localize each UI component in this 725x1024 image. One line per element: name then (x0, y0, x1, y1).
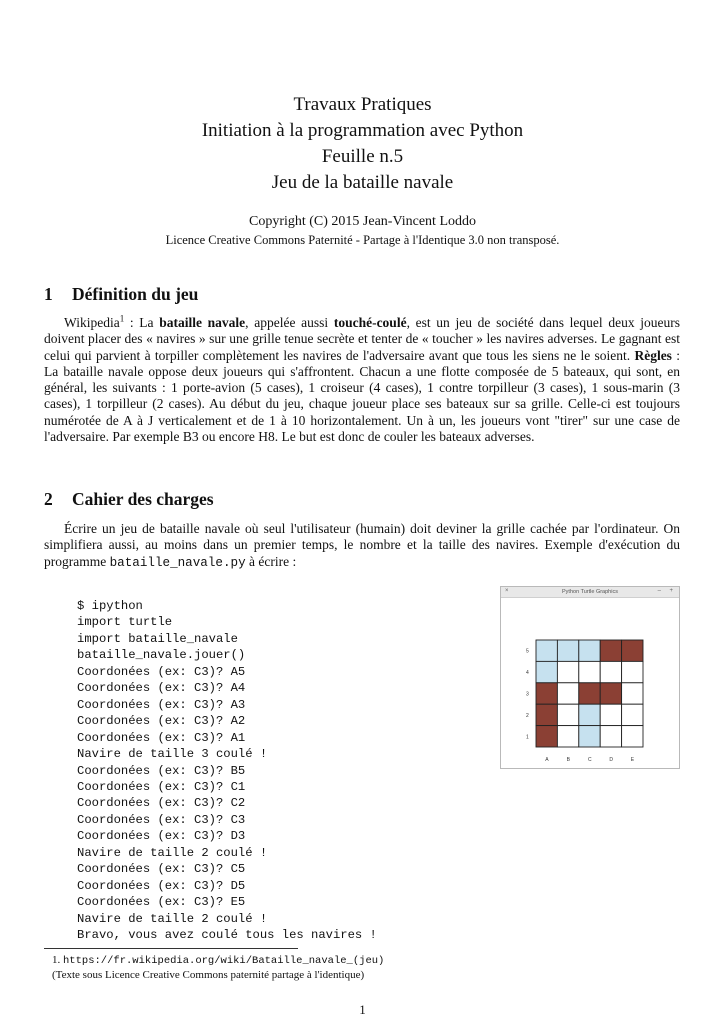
code-line: Coordonées (ex: C3)? C2 (77, 796, 246, 811)
code-line: bataille_navale.jouer() (77, 648, 246, 663)
grid-cell-miss (557, 640, 578, 661)
grid-cell-empty (622, 726, 643, 747)
section-number: 1 (44, 284, 53, 304)
text-run: : La (124, 315, 160, 330)
col-label: C (588, 757, 592, 763)
grid-cell-miss (579, 640, 600, 661)
row-label: 1 (526, 734, 529, 741)
grid-cell-empty (557, 704, 578, 725)
window-titlebar (501, 587, 679, 598)
code-line: Coordonées (ex: C3)? D3 (77, 829, 246, 844)
grid-cell-miss (536, 640, 557, 661)
title-line: Initiation à la programmation avec Python (201, 120, 524, 141)
footnote-rule (44, 948, 298, 949)
grid-cell-miss (536, 661, 557, 682)
text-run: : La bataille navale oppose deux joueurs qui s'affrontent. Chacun a une flotte composée de 5 bateaux, qui sont, en général, les suivants : 1 porte-avion (5 cases), 1 croiseur (4 cases), 1 contre torpilleur (3 cases), 1 sous-marin (3 cases), 1 torpilleur (2 cases). Au début du jeu, chaque joueur place ses bateaux sur sa grille. Celle-ci est toujours numérotée de A à J verticalement et de 1 à 10 horizontalement. Un à un, les joueurs vont "tirer" sur une case de l'adversaire. Par exemple B3 ou encore H8. Le but est donc de couler les bateaux adverses. (44, 347, 680, 445)
section-title: Définition du jeu (72, 284, 199, 304)
grid-cell-miss (579, 726, 600, 747)
title-block (0, 92, 725, 196)
code-line: Coordonées (ex: C3)? A2 (77, 714, 246, 729)
code-line: Coordonées (ex: C3)? D5 (77, 878, 246, 893)
grid-cell-hit (622, 640, 643, 661)
battleship-grid (501, 598, 679, 768)
section-1-heading (44, 284, 198, 305)
grid-cell-empty (579, 661, 600, 682)
section-1-paragraph (44, 315, 680, 445)
row-label: 4 (526, 670, 529, 677)
text-run: , appelée aussi (245, 315, 334, 330)
footnote (52, 953, 384, 982)
text-run: Wikipedia (64, 315, 120, 330)
code-line: Coordonées (ex: C3)? A1 (77, 730, 246, 745)
title-line: Feuille n.5 (321, 146, 404, 167)
code-line: Navire de taille 2 coulé ! (77, 911, 268, 926)
code-line: Navire de taille 2 coulé ! (77, 845, 268, 860)
footnote-note: (Texte sous Licence Creative Commons paternité partage à l'identique) (52, 969, 365, 981)
close-icon[interactable]: × (505, 588, 509, 594)
code-line: Coordonées (ex: C3)? E5 (77, 895, 246, 910)
grid-cell-empty (557, 726, 578, 747)
code-line: Coordonées (ex: C3)? C5 (77, 862, 246, 877)
grid-cell-empty (600, 661, 621, 682)
text-run: Écrire un jeu de bataille navale où seul l'utilisateur (humain) doit deviner la grille cachée par l'ordinateur. On simplifiera aussi, au moins dans un premier temps, le nombre et la taille des navires. Exemple d'exécution du programme (44, 521, 680, 569)
grid-cell-hit (536, 683, 557, 704)
footnote-number: 1. (52, 954, 61, 966)
text-run: , est un jeu de société dans lequel deux joueurs doivent placer des « navires » sur une grille tenue secrète et tenter de « toucher » les navires adverses. Le gagnant est celui qui parvient à torpiller complètement les navires de l'adversaire avant que tous les siens ne le soient. (44, 315, 681, 363)
copyright-line: Copyright (C) 2015 Jean-Vincent Loddo (248, 214, 476, 229)
col-label: B (566, 757, 570, 763)
grid-cell-empty (622, 661, 643, 682)
col-label: D (609, 757, 614, 763)
grid-cell-empty (557, 683, 578, 704)
grid-cell-miss (579, 704, 600, 725)
text-run: à écrire : (245, 553, 297, 569)
grid-cell-empty (600, 704, 621, 725)
bold-term: Règles (634, 347, 672, 363)
window-title: Python Turtle Graphics (562, 589, 618, 595)
grid-cell-hit (536, 704, 557, 725)
grid-cell-empty (622, 683, 643, 704)
footnote-mark: 1 (119, 313, 125, 324)
code-line: Coordonées (ex: C3)? A3 (77, 697, 246, 712)
code-line: Coordonées (ex: C3)? A4 (77, 681, 246, 696)
footnote-url[interactable]: https://fr.wikipedia.org/wiki/Bataille_navale_(jeu) (63, 955, 385, 967)
code-line: Navire de taille 3 coulé ! (77, 747, 268, 762)
bold-term: touché-coulé (333, 315, 407, 330)
col-label: E (630, 757, 635, 763)
section-2-heading (44, 489, 214, 510)
grid-cell-hit (579, 683, 600, 704)
grid-cell-hit (600, 640, 621, 661)
code-line: import bataille_navale (77, 631, 238, 646)
code-line: Bravo, vous avez coulé tous les navires ! (77, 928, 377, 943)
code-line: Coordonées (ex: C3)? C3 (77, 812, 246, 827)
maximize-icon[interactable]: + (669, 588, 673, 594)
title-line: Jeu de la bataille navale (271, 172, 454, 193)
section-number: 2 (44, 489, 53, 509)
bold-term: bataille navale (159, 315, 246, 330)
grid-cell-empty (622, 704, 643, 725)
row-label: 3 (526, 691, 529, 698)
grid-cell-empty (600, 726, 621, 747)
code-block (77, 598, 377, 944)
col-label: A (545, 757, 549, 763)
code-line: Coordonées (ex: C3)? A5 (77, 664, 246, 679)
section-title: Cahier des charges (72, 489, 214, 509)
code-line: import turtle (77, 615, 173, 630)
title-line: Travaux Pratiques (293, 94, 432, 115)
grid-cell-empty (557, 661, 578, 682)
grid-cell-hit (600, 683, 621, 704)
row-label: 2 (526, 712, 529, 719)
minimize-icon[interactable]: – (657, 588, 661, 594)
page-number: 1 (359, 1002, 366, 1017)
code-line: $ ipython (77, 599, 143, 613)
turtle-window (500, 586, 680, 769)
licence-line: Licence Creative Commons Paternité - Partage à l'Identique 3.0 non transposé. (165, 233, 560, 247)
grid-cell-hit (536, 726, 557, 747)
code-line: Coordonées (ex: C3)? B5 (77, 763, 246, 778)
code-line: Coordonées (ex: C3)? C1 (77, 779, 246, 794)
inline-code: bataille_navale.py (109, 555, 246, 570)
row-label: 5 (526, 648, 529, 655)
section-2-paragraph (44, 521, 680, 571)
